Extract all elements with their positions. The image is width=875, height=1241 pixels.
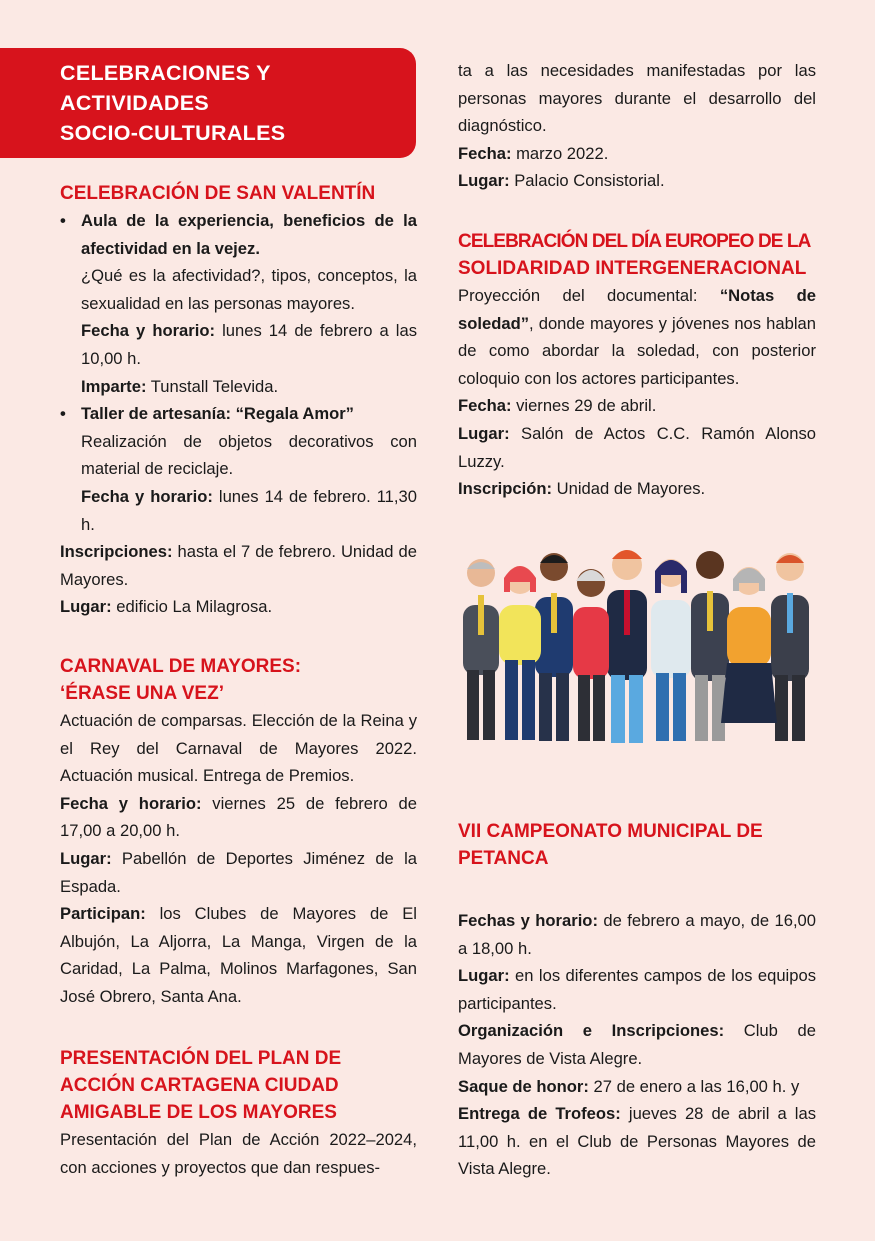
person-icon bbox=[573, 569, 609, 741]
carnaval-part-label: Participan: bbox=[60, 904, 146, 924]
plan-title-2: ACCIÓN CARTAGENA CIUDAD bbox=[60, 1075, 339, 1096]
person-icon bbox=[607, 550, 647, 743]
petanca-lugar-label: Lugar: bbox=[458, 966, 510, 986]
banner-line-3: SOCIO-CULTURALES bbox=[60, 121, 286, 145]
person-icon bbox=[463, 559, 499, 740]
europeo-lugar-label: Lugar: bbox=[458, 423, 510, 443]
group-of-people-illustration bbox=[455, 545, 820, 755]
europeo-text-pre: Proyección del documental: bbox=[458, 286, 720, 305]
b2-title: Taller de artesanía: “Regala Amor” bbox=[81, 404, 354, 424]
carnaval-lugar-label: Lugar: bbox=[60, 848, 112, 868]
europeo-title-2: SOLIDARIDAD INTERGENERACIONAL bbox=[458, 258, 807, 279]
plan-text-cont: ta a las necesidades manifestadas por las personas mayores durante el desarrollo del diagnóstico. bbox=[458, 61, 816, 136]
petanca-trofeos: jueves 28 de abril a las 11,00 h. en el Club de Personas Mayores de Vista Alegre. bbox=[458, 1104, 817, 1179]
person-icon bbox=[721, 567, 777, 723]
europeo-section bbox=[458, 228, 816, 503]
b1-imparte: Tunstall Televida. bbox=[146, 376, 279, 396]
valentin-insc: hasta el 7 de febrero. Unidad de Mayores. bbox=[60, 542, 417, 589]
petanca-org: Club de Mayores de Vista Alegre. bbox=[458, 1021, 816, 1068]
plan-text: Presentación del Plan de Acción 2022–2024, con acciones y proyectos que dan respues- bbox=[60, 1130, 417, 1177]
b1-title: Aula de la experiencia, beneficios de la afectividad en la vejez. bbox=[81, 211, 417, 258]
carnaval-text: Actuación de comparsas. Elección de la Reina y el Rey del Carnaval de Mayores 2022. Actuación musical. Entrega de Premios. bbox=[60, 711, 417, 786]
carnaval-section bbox=[60, 653, 417, 1011]
banner-line-1: CELEBRACIONES Y bbox=[60, 61, 271, 85]
plan-section bbox=[60, 1045, 417, 1181]
petanca-section bbox=[458, 818, 816, 1183]
europeo-doc-title: “Notas de soledad” bbox=[458, 286, 816, 333]
valentin-lugar: edificio La Milagrosa. bbox=[111, 597, 273, 617]
b2-fecha: lunes 14 de febrero. 11,30 h. bbox=[81, 486, 417, 534]
europeo-insc: Unidad de Mayores. bbox=[552, 479, 706, 499]
valentin-bullet-2 bbox=[60, 400, 417, 538]
carnaval-part: los Clubes de Mayores de El Albujón, La Aljorra, La Manga, Virgen de la Caridad, La Palma, Molinos Marfagones, San José Obrero, Santa Ana. bbox=[60, 904, 417, 1006]
b2-text: Realización de objetos decorativos con material de reciclaje. bbox=[81, 431, 417, 479]
petanca-fechas-label: Fechas y horario: bbox=[458, 911, 598, 930]
petanca-title-2: PETANCA bbox=[458, 848, 549, 869]
b2-fecha-label: Fecha y horario: bbox=[81, 486, 213, 506]
plan-fecha-label: Fecha: bbox=[458, 143, 512, 163]
europeo-lugar: Salón de Actos C.C. Ramón Alonso Luzzy. bbox=[458, 423, 816, 471]
plan-lugar-label: Lugar: bbox=[458, 171, 510, 191]
plan-title-3: AMIGABLE DE LOS MAYORES bbox=[60, 1102, 337, 1123]
carnaval-fecha: viernes 25 de febrero de 17,00 a 20,00 h. bbox=[60, 793, 417, 841]
petanca-saque: 27 de enero a las 16,00 h. y bbox=[588, 1076, 800, 1096]
europeo-text-post: , donde mayores y jóvenes nos hablan de como abordar la soledad, con posterior coloquio con los actores participantes. bbox=[458, 313, 816, 388]
plan-lugar: Palacio Consistorial. bbox=[509, 171, 665, 191]
plan-fecha: marzo 2022. bbox=[511, 143, 609, 163]
petanca-saque-label: Saque de honor: bbox=[458, 1076, 589, 1096]
valentin-bullet-1 bbox=[60, 207, 417, 400]
petanca-fechas: de febrero a mayo, de 16,00 a 18,00 h. bbox=[458, 911, 817, 958]
person-icon bbox=[499, 566, 541, 740]
valentin-insc-label: Inscripciones: bbox=[60, 542, 173, 562]
carnaval-title-1: CARNAVAL DE MAYORES: bbox=[60, 656, 302, 677]
europeo-fecha-label: Fecha: bbox=[458, 396, 512, 416]
carnaval-fecha-label: Fecha y horario: bbox=[60, 793, 202, 813]
carnaval-lugar: Pabellón de Deportes Jiménez de la Espada. bbox=[60, 848, 417, 896]
section-banner bbox=[0, 48, 416, 158]
petanca-trofeos-label: Entrega de Trofeos: bbox=[458, 1104, 621, 1124]
bullet-icon: • bbox=[60, 404, 66, 424]
person-icon bbox=[651, 559, 691, 741]
b1-fecha-label: Fecha y horario: bbox=[81, 321, 216, 341]
petanca-title-1: VII CAMPEONATO MUNICIPAL DE bbox=[458, 821, 763, 842]
valentin-section bbox=[60, 180, 417, 621]
plan-title-1: PRESENTACIÓN DEL PLAN DE bbox=[60, 1048, 342, 1069]
valentin-title: CELEBRACIÓN DE SAN VALENTÍN bbox=[60, 183, 376, 204]
person-icon bbox=[771, 553, 809, 741]
petanca-org-label: Organización e Inscripciones: bbox=[458, 1021, 725, 1041]
banner-line-2: ACTIVIDADES bbox=[60, 91, 210, 115]
b1-fecha: lunes 14 de febrero a las 10,00 h. bbox=[81, 321, 417, 368]
europeo-fecha: viernes 29 de abril. bbox=[511, 396, 657, 416]
carnaval-title-2: ‘ÉRASE UNA VEZ’ bbox=[60, 683, 224, 704]
europeo-title-1: CELEBRACIÓN DEL DÍA EUROPEO DE LA bbox=[458, 231, 811, 252]
europeo-insc-label: Inscripción: bbox=[458, 479, 553, 499]
bullet-icon: • bbox=[60, 211, 66, 230]
plan-continued bbox=[458, 57, 816, 195]
b1-imparte-label: Imparte: bbox=[81, 376, 147, 396]
valentin-lugar-label: Lugar: bbox=[60, 597, 112, 617]
petanca-lugar: en los diferentes campos de los equipos participantes. bbox=[458, 966, 816, 1013]
b1-text: ¿Qué es la afectividad?, tipos, conceptos, la sexualidad en las personas mayores. bbox=[81, 266, 417, 313]
